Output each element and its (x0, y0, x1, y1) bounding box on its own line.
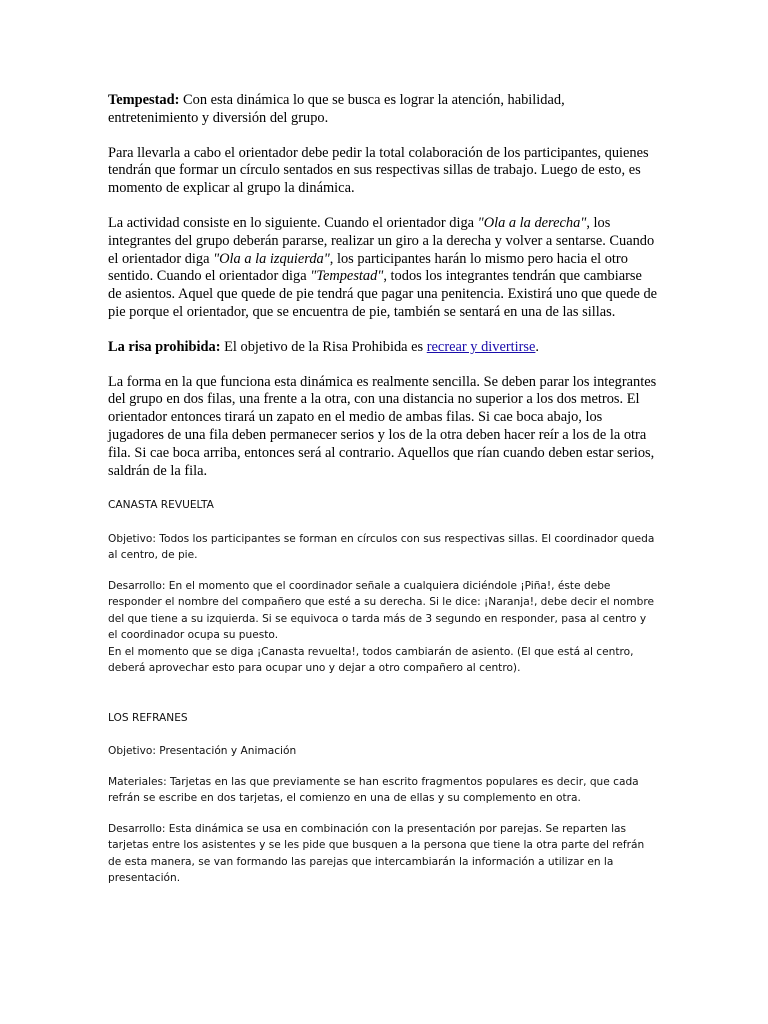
tempestad-p3-text-d: , todos los integrantes tendrán que cambiarse de asientos. Aquel que quede de pie tendrá que pagar una penitencia. Existirá uno que quede de pie porque el orientador, que se encuentra de pie, también se sentará en una de las sillas. (108, 268, 658, 320)
refranes-desarrollo: Desarrollo: Esta dinámica se usa en combinación con la presentación por parejas. Se reparten las tarjetas entre los asistentes y se les pide que busquen a la persona que tiene la otra parte del refrán de esta manera, se van formando las parejas que intercambiarán la información a utilizar en la presentación. (108, 822, 645, 885)
risa-paragraph-2: La forma en la que funciona esta dinámica es realmente sencilla. Se deben parar los integrantes del grupo en dos filas, una frente a la otra, con una distancia no superior a los dos metros. El orientador entonces tirará un zapato en el medio de ambas filas. Si cae boca abajo, los jugadores de una fila deben permanecer serios y los de la otra deben hacer reír a los de la otra fila. Si cae boca arriba, entonces será al contrario. Aquellos que rían cuando deben estar serios, saldrán de la fila. (108, 373, 657, 479)
quote-ola-izquierda: "Ola a la izquierda" (213, 250, 330, 267)
recrear-divertirse-link[interactable]: recrear y divertirse (426, 338, 536, 355)
tempestad-intro-text: Con esta dinámica lo que se busca es lograr la atención, habilidad, entretenimiento y diversión del grupo. (108, 92, 565, 126)
tempestad-intro (108, 92, 658, 128)
refranes-heading: LOS REFRANES (108, 711, 188, 724)
risa-intro-text: El objetivo de la Risa Prohibida es (224, 338, 427, 355)
canasta-heading: CANASTA REVUELTA (108, 499, 214, 512)
canasta-desarrollo (108, 578, 658, 677)
quote-ola-derecha: "Ola a la derecha" (477, 214, 587, 231)
canasta-objetivo: Objetivo: Todos los participantes se forman en círculos con sus respectivas sillas. El coordinador queda al centro, de pie. (108, 532, 655, 562)
tempestad-paragraph-2: Para llevarla a cabo el orientador debe pedir la total colaboración de los participantes, quienes tendrán que formar un círculo sentados en sus respectivas sillas de trabajo. Luego de esto, es momento de explicar al grupo la dinámica. (108, 144, 649, 197)
risa-intro-end: . (535, 338, 540, 355)
tempestad-p3-text-b: , los integrantes del grupo deberán pararse, realizar un giro a la derecha y volver a sentarse. Cuando el orientador diga (108, 214, 655, 267)
risa-intro (108, 339, 658, 357)
tempestad-paragraph-3 (108, 215, 658, 322)
refranes-objetivo: Objetivo: Presentación y Animación (108, 745, 297, 758)
canasta-desarrollo-text-2: En el momento que se diga ¡Canasta revuelta!, todos cambiarán de asiento. (El que está al centro, deberá aprovechar esto para ocupar uno y dejar a otro compañero al centro). (108, 645, 634, 675)
refranes-materiales: Materiales: Tarjetas en las que previamente se han escrito fragmentos populares es decir, que cada refrán se escribe en dos tarjetas, el comienzo en una de ellas y su complemento en otra. (108, 775, 639, 805)
document-page (108, 92, 658, 901)
tempestad-p3-text-c: , los participantes harán lo mismo pero hacia el otro sentido. Cuando el orientador diga (108, 250, 628, 285)
tempestad-p3-text-a: La actividad consiste en lo siguiente. Cuando el orientador diga (108, 214, 478, 231)
quote-tempestad: "Tempestad" (310, 268, 384, 285)
tempestad-title: Tempestad: (108, 92, 180, 108)
risa-title: La risa prohibida: (108, 338, 221, 355)
canasta-desarrollo-text: Desarrollo: En el momento que el coordinador señale a cualquiera diciéndole ¡Piña!, éste debe responder el nombre del compañero que esté a su derecha. Si le dice: ¡Naranja!, debe decir el nombre del que tiene a su izquierda. Si se equivoca o tarda más de 3 segundo en responder, pasa al centro y el coordinador ocupa su puesto. (108, 579, 654, 642)
